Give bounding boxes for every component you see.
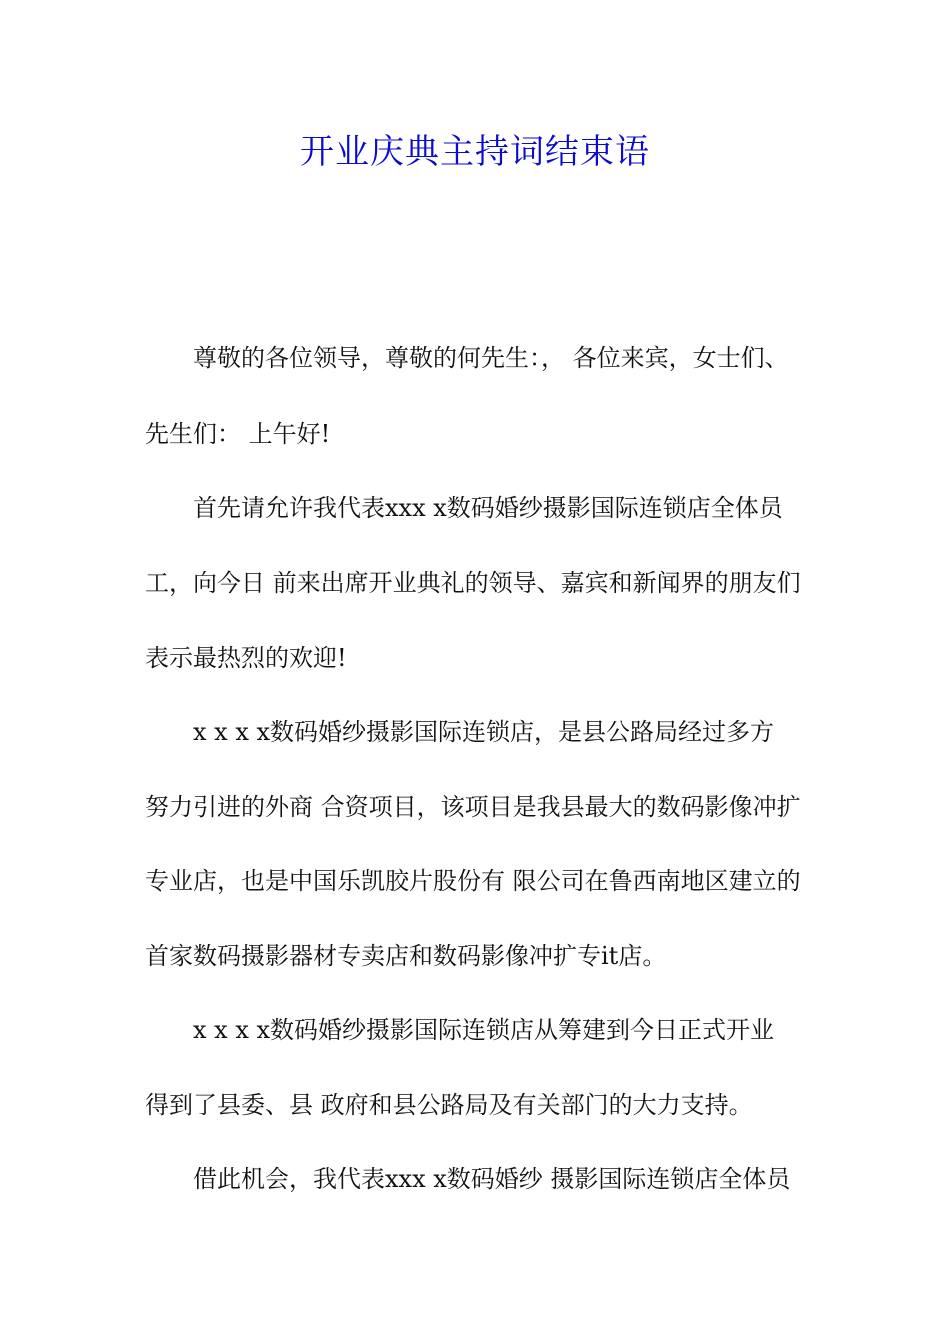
paragraph-line: 工，向今日 前来出席开业典礼的领导、嘉宾和新闻界的朋友们 bbox=[145, 569, 801, 597]
paragraph-line: 尊敬的各位领导，尊敬的何先生：， 各位来宾，女士们、 bbox=[193, 344, 789, 372]
paragraph-line: 首家数码摄影器材专卖店和数码影像冲扩专it店。 bbox=[145, 942, 667, 970]
paragraph-line: 首先请允许我代表xxx x数码婚纱摄影国际连锁店全体员 bbox=[193, 494, 783, 522]
paragraph-line: 得到了县委、县 政府和县公路局及有关部门的大力支持。 bbox=[145, 1091, 753, 1119]
paragraph-line: 先生们： 上午好! bbox=[145, 420, 331, 448]
paragraph-line: x x x x数码婚纱摄影国际连锁店，是县公路局经过多方 bbox=[193, 718, 775, 746]
paragraph-line: 借此机会，我代表xxx x数码婚纱 摄影国际连锁店全体员 bbox=[193, 1165, 791, 1193]
paragraph-line: 努力引进的外商 合资项目，该项目是我县最大的数码影像冲扩 bbox=[145, 793, 801, 821]
paragraph-line: x x x x数码婚纱摄影国际连锁店从筹建到今日正式开业 bbox=[193, 1016, 775, 1044]
paragraph-line: 专业店，也是中国乐凯胶片股份有 限公司在鲁西南地区建立的 bbox=[145, 867, 801, 895]
paragraph-line: 表示最热烈的欢迎! bbox=[145, 644, 347, 672]
document-title: 开业庆典主持词结束语 bbox=[300, 132, 650, 172]
